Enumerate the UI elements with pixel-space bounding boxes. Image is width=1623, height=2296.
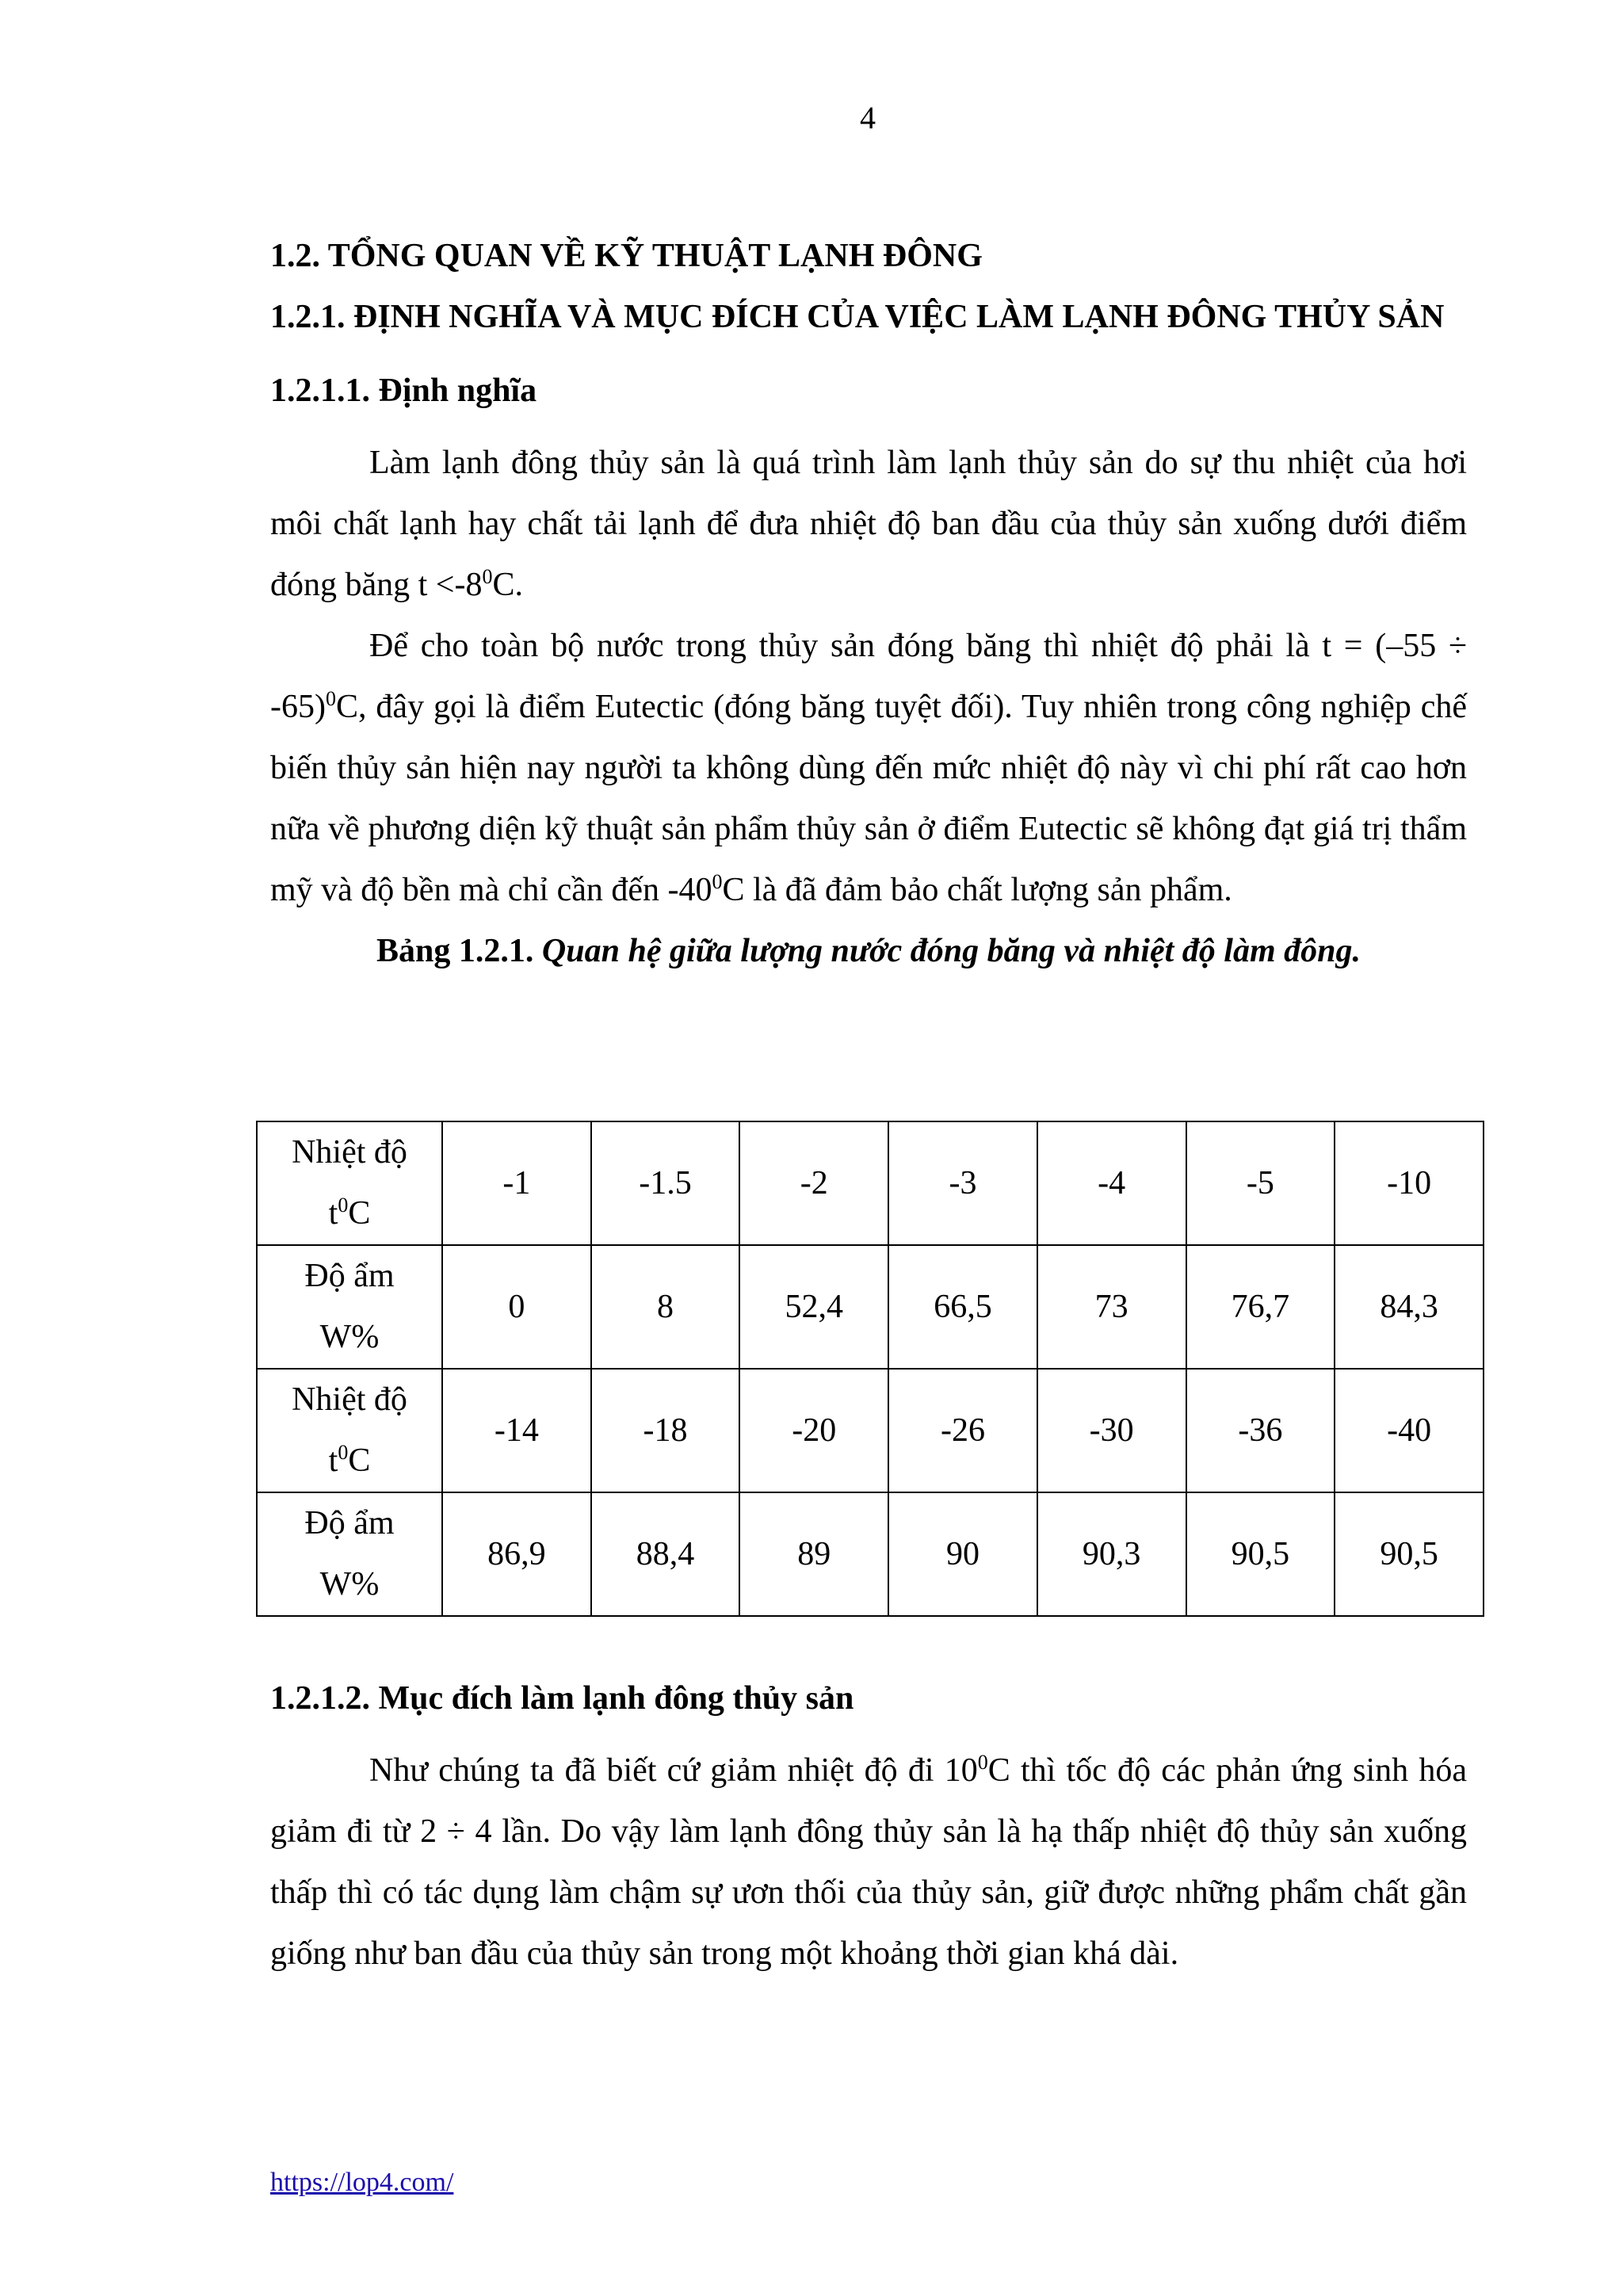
- table-row-temperature-1: [257, 1121, 1484, 1245]
- table-cell: 73: [1037, 1245, 1186, 1369]
- table-cell: -30: [1037, 1369, 1186, 1492]
- table-cell: -1.5: [591, 1121, 740, 1245]
- superscript: 0: [977, 1751, 988, 1774]
- row-header-text: t: [328, 1195, 338, 1232]
- table-cell: 90,3: [1037, 1492, 1186, 1616]
- row-header-moisture: [257, 1245, 442, 1369]
- row-header-text: W%: [319, 1566, 380, 1603]
- table-row-moisture-2: [257, 1492, 1484, 1616]
- table-caption-text: Quan hệ giữa lượng nước đóng băng và nhiệt độ làm đông.: [541, 933, 1361, 969]
- section-heading-1-2-1: 1.2.1. ĐỊNH NGHĨA VÀ MỤC ĐÍCH CỦA VIỆC LÀM LẠNH ĐÔNG THỦY SẢN: [270, 299, 1445, 335]
- table-row-temperature-2: [257, 1369, 1484, 1492]
- table-cell: -10: [1335, 1121, 1484, 1245]
- subsection-heading-purpose: 1.2.1.2. Mục đích làm lạnh đông thủy sản: [270, 1680, 854, 1717]
- table-cell: -5: [1186, 1121, 1335, 1245]
- row-header-temperature: [257, 1121, 442, 1245]
- table-cell: 66,5: [888, 1245, 1037, 1369]
- section-purpose: [270, 1668, 1467, 1985]
- table-cell: -4: [1037, 1121, 1186, 1245]
- table-cell: -1: [442, 1121, 591, 1245]
- para-2-text-a: Để cho toàn bộ nước trong thủy sản đóng băng thì nhiệt độ phải là t = (–55 ÷ -65): [270, 628, 1467, 725]
- table-row-moisture-1: [257, 1245, 1484, 1369]
- row-header-text: Độ ẩm: [304, 1505, 395, 1541]
- para-1-text: Làm lạnh đông thủy sản là quá trình làm lạnh thủy sản do sự thu nhiệt của hơi môi chất lạnh hay chất tải lạnh để đưa nhiệt độ ban đầu của thủy sản xuống dưới điểm đóng băng t <-8: [270, 445, 1467, 603]
- paragraph-purpose: [270, 1740, 1467, 1985]
- table-cell: 90,5: [1335, 1492, 1484, 1616]
- para-3-text-b: C thì tốc độ các phản ứng sinh hóa giảm đi từ 2 ÷ 4 lần. Do vậy làm lạnh đông thủy sản là hạ thấp nhiệt độ thủy sản xuống thấp thì có tác dụng làm chậm sự ươn thối của thủy sản, giữ được những phẩm chất gần giống như ban đầu của thủy sản trong một khoảng thời gian khá dài.: [270, 1752, 1467, 1972]
- table-cell: 8: [591, 1245, 740, 1369]
- table-cell: -40: [1335, 1369, 1484, 1492]
- table-cell: 76,7: [1186, 1245, 1335, 1369]
- row-header-text: W%: [319, 1319, 380, 1355]
- row-header-text: C: [348, 1442, 371, 1479]
- table-caption: [270, 921, 1467, 982]
- table-cell: 88,4: [591, 1492, 740, 1616]
- table-cell: 84,3: [1335, 1245, 1484, 1369]
- row-header-text: Độ ẩm: [304, 1258, 395, 1294]
- row-header-text: t: [328, 1442, 338, 1479]
- subsection-heading-definition: 1.2.1.1. Định nghĩa: [270, 372, 537, 409]
- row-header-moisture: [257, 1492, 442, 1616]
- section-heading-1-2: 1.2. TỔNG QUAN VỀ KỸ THUẬT LẠNH ĐÔNG: [270, 238, 983, 274]
- superscript: 0: [325, 687, 336, 710]
- table-cell: 52,4: [739, 1245, 888, 1369]
- row-header-text: C: [348, 1195, 371, 1232]
- table-cell: 0: [442, 1245, 591, 1369]
- para-3-text-a: Như chúng ta đã biết cứ giảm nhiệt độ đi 10: [369, 1752, 978, 1789]
- table-cell: 90: [888, 1492, 1037, 1616]
- freezing-table: [256, 1121, 1484, 1617]
- para-1-text-end: C.: [492, 567, 523, 603]
- table-cell: -3: [888, 1121, 1037, 1245]
- superscript: 0: [338, 1194, 349, 1217]
- superscript: 0: [482, 565, 493, 588]
- table-cell: 89: [739, 1492, 888, 1616]
- table-cell: 90,5: [1186, 1492, 1335, 1616]
- para-2-text-c: C là đã đảm bảo chất lượng sản phẩm.: [722, 872, 1232, 908]
- superscript: 0: [712, 870, 723, 893]
- page-number: 4: [860, 100, 876, 136]
- row-header-text: Nhiệt độ: [292, 1381, 407, 1418]
- table-cell: -36: [1186, 1369, 1335, 1492]
- table-cell: -18: [591, 1369, 740, 1492]
- table-caption-label: Bảng 1.2.1.: [376, 933, 534, 969]
- row-header-text: Nhiệt độ: [292, 1134, 407, 1171]
- table-cell: -26: [888, 1369, 1037, 1492]
- footer-link[interactable]: https://lop4.com/: [270, 2168, 454, 2197]
- paragraph-eutectic: [270, 616, 1467, 921]
- section-definition: [270, 226, 1467, 982]
- table-cell: -2: [739, 1121, 888, 1245]
- row-header-temperature: [257, 1369, 442, 1492]
- table-cell: 86,9: [442, 1492, 591, 1616]
- para-2-text-b: C, đây gọi là điểm Eutectic (đóng băng tuyệt đối). Tuy nhiên trong công nghiệp chế biến thủy sản hiện nay người ta không dùng đến mức nhiệt độ này vì chi phí rất cao hơn nữa về phương diện kỹ thuật sản phẩm thủy sản ở điểm Eutectic sẽ không đạt giá trị thẩm mỹ và độ bền mà chỉ cần đến -40: [270, 689, 1467, 908]
- table-cell: -14: [442, 1369, 591, 1492]
- superscript: 0: [338, 1441, 349, 1464]
- table-cell: -20: [739, 1369, 888, 1492]
- paragraph-definition: [270, 433, 1467, 616]
